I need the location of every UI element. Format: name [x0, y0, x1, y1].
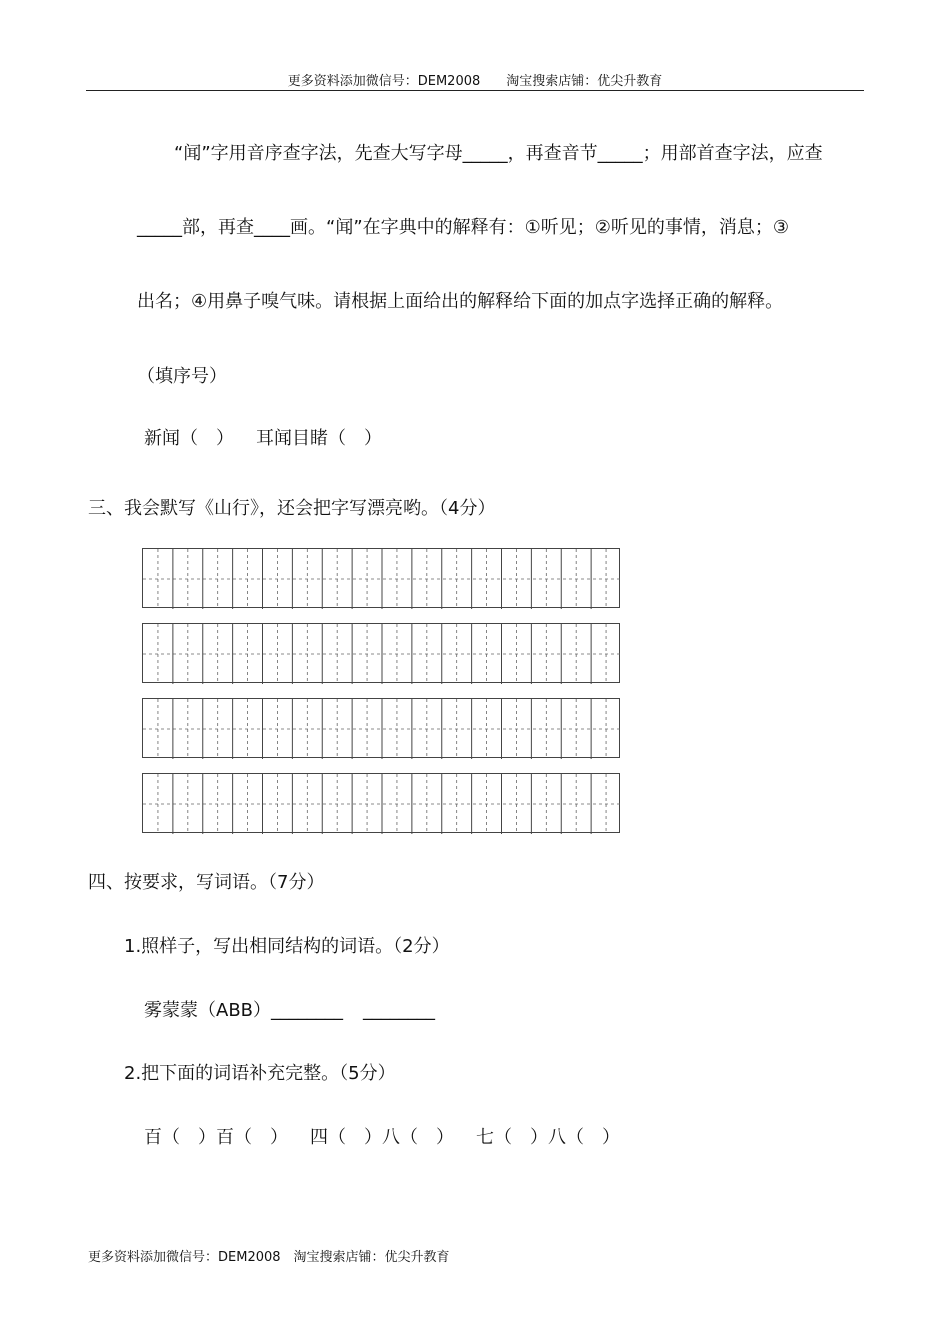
grid-lines: [143, 549, 621, 609]
section4-title: 四、按要求，写词语。（7分）: [88, 872, 325, 893]
q2-group-3[interactable]: 七（ ）八（ ）: [476, 1127, 620, 1148]
grid-lines: [143, 699, 621, 759]
page-header: 更多资料添加微信号：DEM2008 淘宝搜索店铺：优尖升教育: [287, 74, 663, 89]
writing-grid-row-4[interactable]: [142, 773, 620, 833]
q2-groups: [144, 1123, 620, 1149]
q2-group-1[interactable]: 百（ ）百（ ）: [144, 1127, 288, 1148]
page-footer: 更多资料添加微信号：DEM2008 淘宝搜索店铺：优尖升教育: [88, 1250, 450, 1265]
item-xinwen: 新闻（ ）: [144, 428, 234, 449]
section2-text-line1: “闻”字用音序查字法，先查大写字母_____，再查音节_____；用部首查字法，应查: [174, 143, 823, 164]
grid-lines: [143, 774, 621, 834]
q1-example-word: 雾蒙蒙（ABB）: [144, 1000, 272, 1021]
section2-text-line2: _____部，再查____画。“闻”在字典中的解释有：①听见；②听见的事情，消息；③: [137, 217, 790, 238]
header-divider: [86, 90, 864, 91]
q1-title: 1.照样子，写出相同结构的词语。（2分）: [124, 936, 450, 957]
writing-grid-row-1[interactable]: [142, 548, 620, 608]
writing-grid-row-2[interactable]: [142, 623, 620, 683]
q1-blank-1[interactable]: ________: [271, 1000, 344, 1021]
q2-title: 2.把下面的词语补充完整。（5分）: [124, 1063, 396, 1084]
q1-blank-2[interactable]: ________: [363, 1000, 436, 1021]
q1-example: [144, 996, 435, 1022]
q2-group-2[interactable]: 四（ ）八（ ）: [310, 1127, 454, 1148]
section2-text-line4: （填序号）: [137, 366, 227, 387]
section2-text-line3: 出名；④用鼻子嗅气味。请根据上面给出的解释给下面的加点字选择正确的解释。: [137, 291, 784, 312]
section2-items: [144, 424, 382, 450]
item-erwenmudu: 耳闻目睹（ ）: [256, 428, 382, 449]
writing-grid-row-3[interactable]: [142, 698, 620, 758]
section3-title: 三、我会默写《山行》，还会把字写漂亮哟。（4分）: [88, 498, 496, 519]
grid-lines: [143, 624, 621, 684]
